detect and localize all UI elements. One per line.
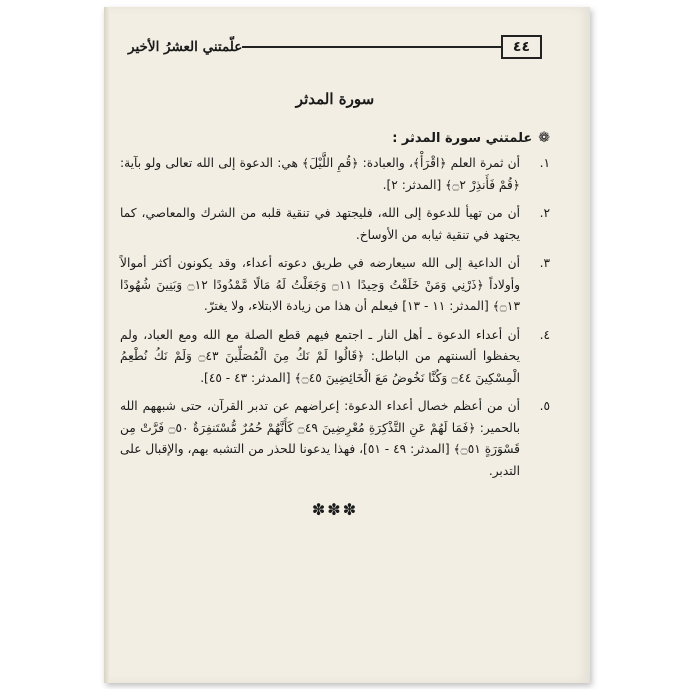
list-item <box>120 153 550 196</box>
page-header <box>120 30 550 64</box>
running-title: علّمتني العشرُ الأخير <box>128 39 243 55</box>
surah-title: سورة المدثر <box>295 90 375 108</box>
list-item <box>120 203 550 246</box>
item-number: ٥. <box>539 399 550 413</box>
item-text: أن الداعية إلى الله سيعارضه في طريق دعوته أعداء، وقد يكونون أكثر أموالاً وأولاداً ﴿ذَرْنِي وَمَنْ خَلَقْتُ وَحِيدًا ۝١١ وَجَعَلْتُ لَهُ مَالًا مَّمْدُودًا ۝١٢ وَبَنِينَ شُهُودًا ۝١٣﴾ [المدثر: ١١ - ١٣] فيعلم أن هذا من زيادة الابتلاء، ولا يغترّ. <box>120 256 520 313</box>
item-number: ١. <box>539 156 550 170</box>
section-heading-text: علمتني سورة المدثر : <box>392 130 533 146</box>
item-number: ٣. <box>539 256 550 270</box>
book-spine-shadow <box>104 7 110 683</box>
header-rule <box>242 46 501 48</box>
end-ornament-icon: ✽✽✽ <box>311 500 359 519</box>
flower-ornament-icon: ❁ <box>538 130 550 146</box>
item-text: أن ثمرة العلم ﴿اقْرَأْ﴾، والعبادة: ﴿قُمِ اللَّيْلَ﴾ هي: الدعوة إلى الله تعالى ولو بآية: ﴿قُمْ فَأَنذِرْ ۝٢﴾ [المدثر: ٢]. <box>120 156 520 192</box>
page-content <box>120 30 550 660</box>
page-number: ٤٤ <box>501 35 542 59</box>
list-item <box>120 396 550 482</box>
item-number: ٤. <box>539 327 550 342</box>
item-number: ٢. <box>539 206 550 220</box>
list-item <box>120 325 550 390</box>
section-heading <box>120 130 550 146</box>
points-list <box>120 153 550 482</box>
item-text: أن من تهيأ للدعوة إلى الله، فليجتهد في تنقية قلبه من الشرك والمعاصي، كما يجتهد في تنقية ثيابه من الأوساخ. <box>120 206 520 242</box>
item-text: أن من أعظم خصال أعداء الدعوة: إعراضهم عن تدبر القرآن، حتى شبههم الله بالحمير: ﴿فَمَا لَهُمْ عَنِ التَّذْكِرَةِ مُعْرِضِينَ ۝٤٩ كَأَنَّهُمْ حُمُرٌ مُّسْتَنفِرَةٌ ۝٥٠ فَرَّتْ مِن قَسْوَرَةٍ ۝٥١﴾ [المدثر: ٤٩ - ٥١]، فهذا يدعونا للحذر من التشبه بهم، والإقبال على التدبر. <box>120 399 521 478</box>
item-text: أن أعداء الدعوة ـ أهل النار ـ اجتمع فيهم قطع الصلة مع الله ومع العباد، ولم يحفظوا ألسنتهم من الباطل: ﴿قَالُوا لَمْ نَكُ مِنَ الْمُصَلِّينَ ۝٤٣ وَلَمْ نَكُ نُطْعِمُ الْمِسْكِينَ ۝٤٤ وَكُنَّا نَخُوضُ مَعَ الْخَائِضِينَ ۝٤٥﴾ [المدثر: ٤٣ - ٤٥]. <box>120 327 520 385</box>
list-item <box>120 253 550 318</box>
